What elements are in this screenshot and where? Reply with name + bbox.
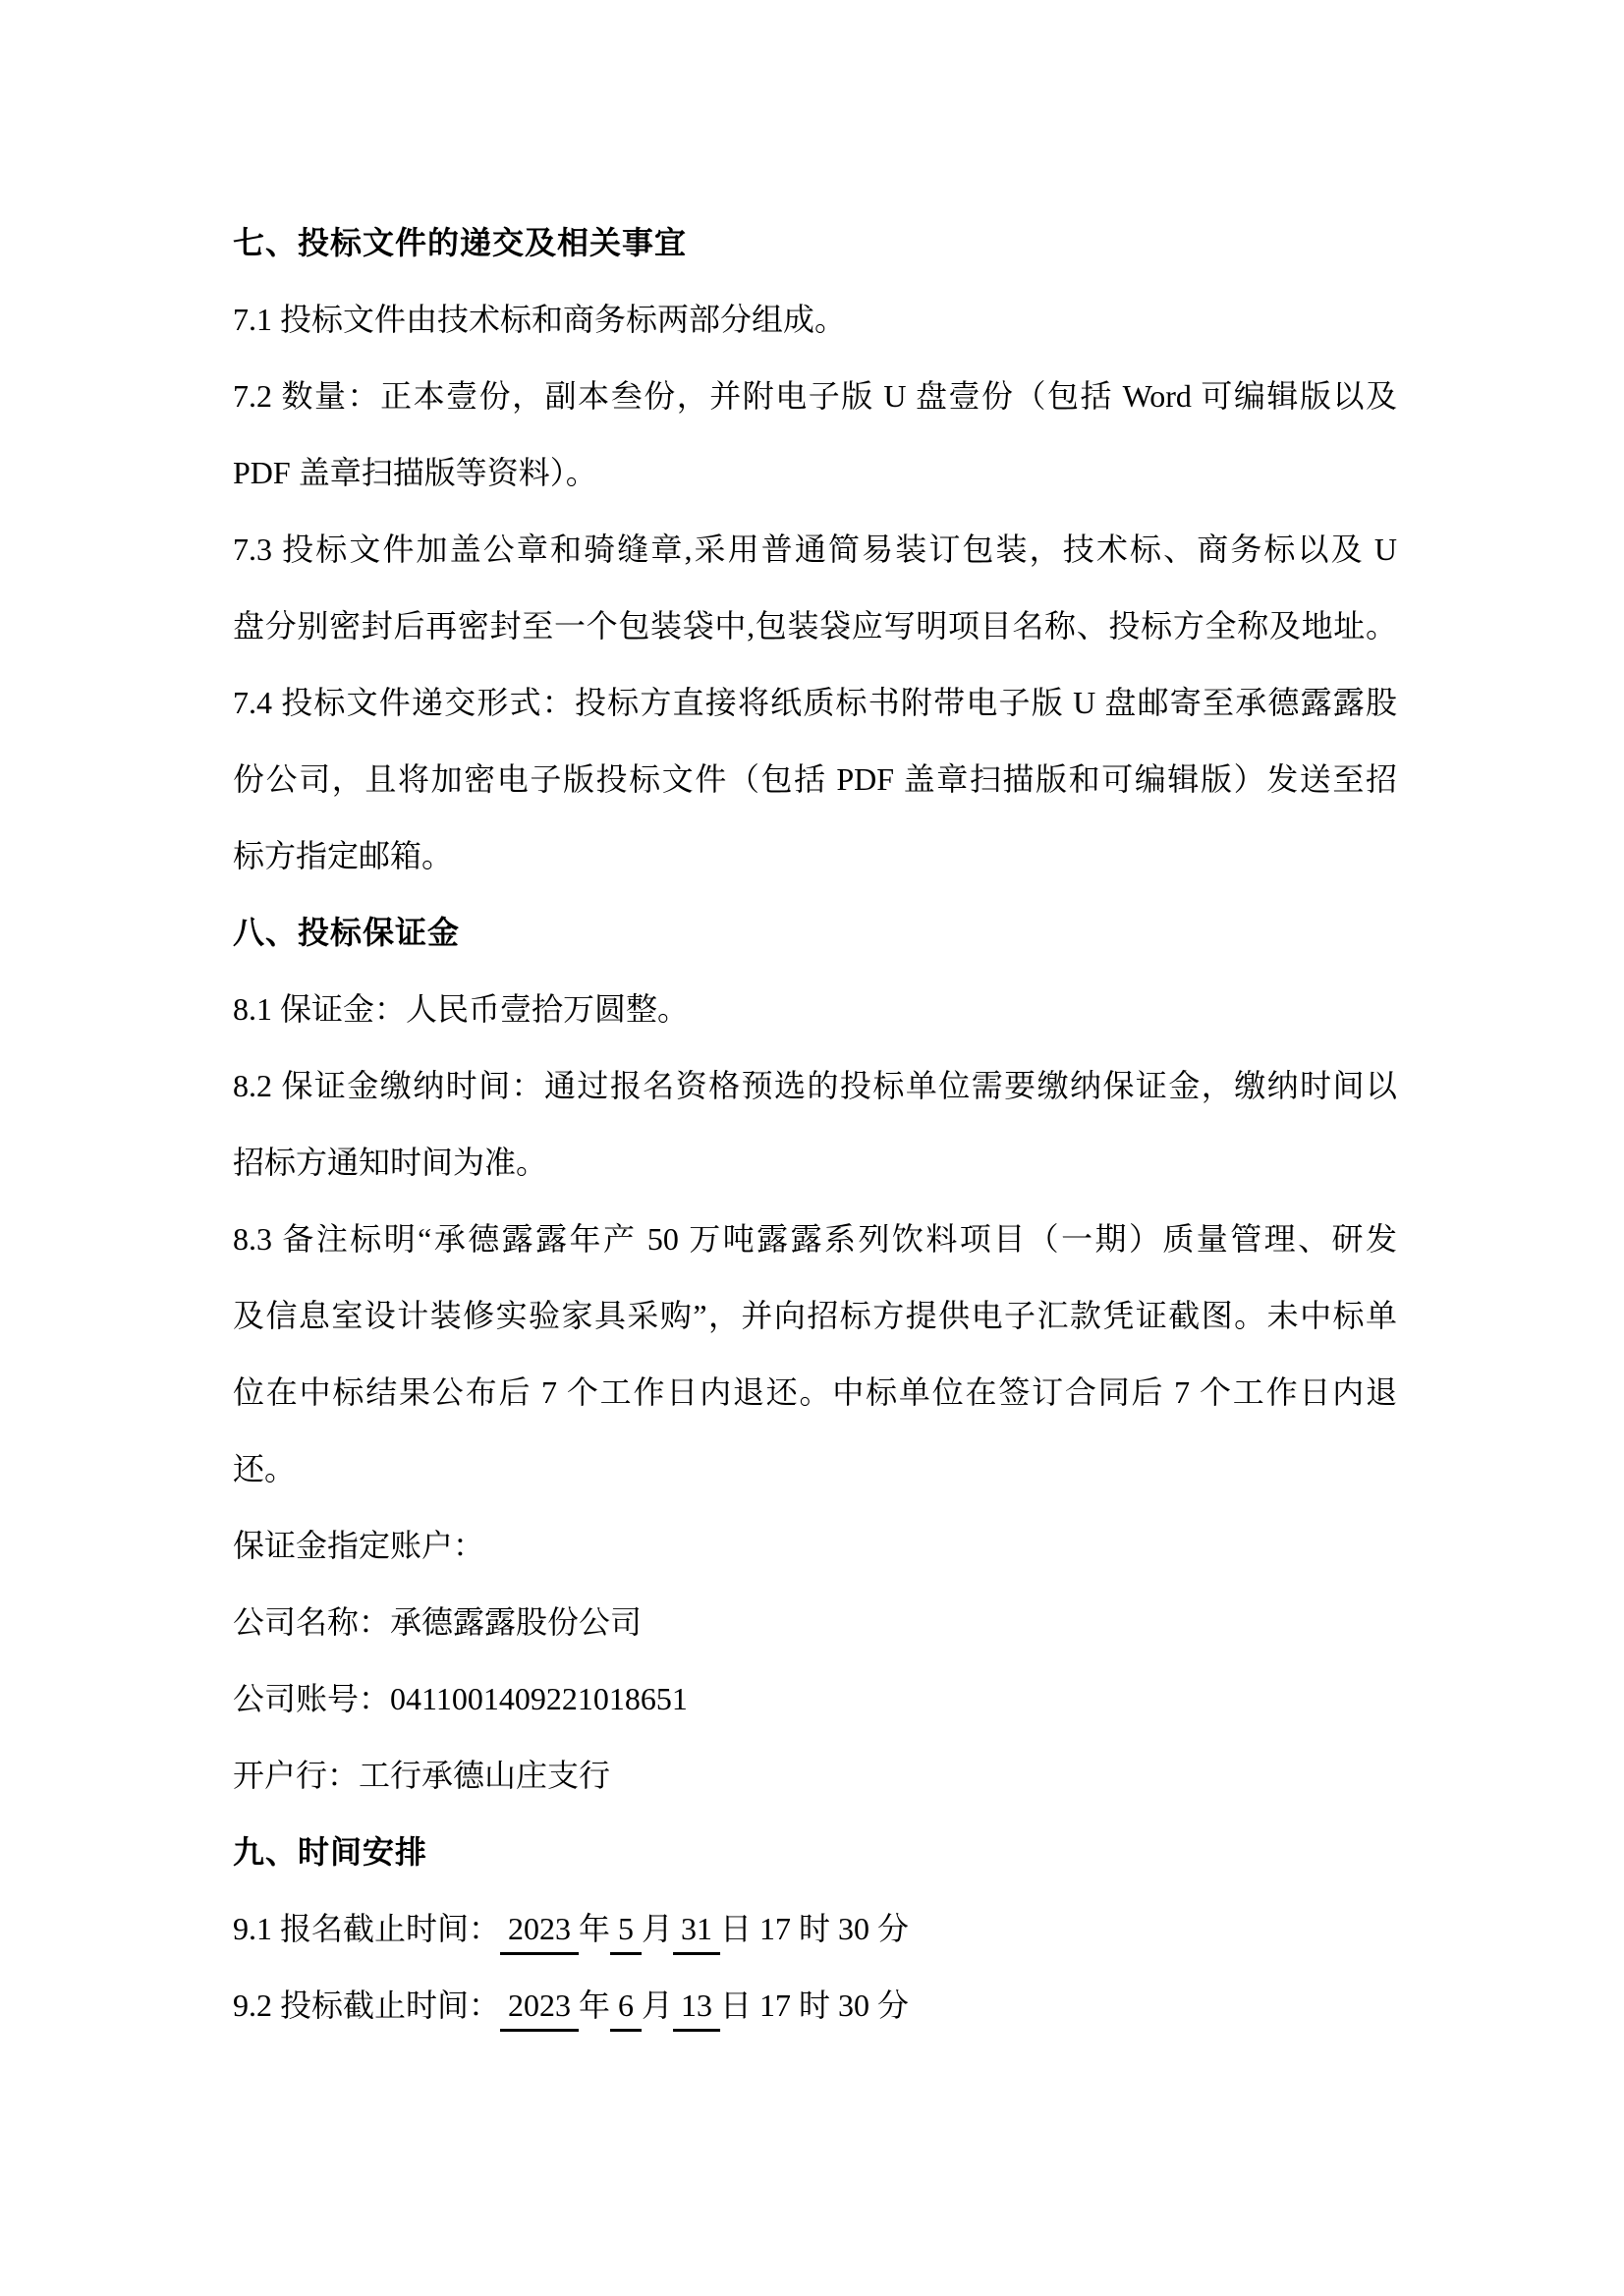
text-line (233, 1124, 1397, 1201)
text-segment: 月 (642, 1911, 674, 1946)
fill-in-blank-underline: 13 (673, 1988, 721, 2023)
text-line (233, 1967, 1397, 2044)
text-segment: 年 (579, 1911, 611, 1946)
text-line (233, 1430, 1397, 1507)
text-segment: 位在中标结果公布后 7 个工作日内退还。中标单位在签订合同后 7 个工作日内退 (233, 1374, 1397, 1410)
section-heading: 八、投标保证金 (233, 915, 461, 950)
text-line (233, 281, 1397, 358)
text-line (233, 588, 1397, 664)
text-segment: 招标方通知时间为准。 (233, 1145, 548, 1180)
text-line (233, 971, 1397, 1047)
text-line (233, 1047, 1397, 1124)
text-segment: 9.2 投标截止时间： (233, 1988, 501, 2023)
text-line (233, 511, 1397, 588)
text-segment: 日 17 时 30 分 (720, 1988, 910, 2023)
text-line (233, 1890, 1397, 1967)
text-line (233, 434, 1397, 511)
text-line (233, 1660, 1397, 1737)
text-segment: PDF 盖章扫描版等资料）。 (233, 455, 597, 490)
text-segment: 9.1 报名截止时间： (233, 1911, 501, 1946)
text-line (233, 1507, 1397, 1584)
text-segment: 及信息室设计装修实验家具采购”，并向招标方提供电子汇款凭证截图。未中标单 (233, 1298, 1397, 1333)
text-segment: 公司账号：0411001409221018651 (233, 1681, 688, 1716)
text-segment: 月 (642, 1988, 674, 2023)
text-line (233, 664, 1397, 741)
text-segment: 7.3 投标文件加盖公章和骑缝章,采用普通简易装订包装，技术标、商务标以及 U (233, 532, 1397, 567)
text-segment: 保证金指定账户： (233, 1528, 485, 1563)
fill-in-blank-underline: 6 (610, 1988, 643, 2023)
text-segment: 日 17 时 30 分 (720, 1911, 910, 1946)
text-line (233, 1201, 1397, 1277)
fill-in-blank-underline: 2023 (500, 1988, 580, 2023)
text-line (233, 817, 1397, 894)
text-segment: 8.3 备注标明“承德露露年产 50 万吨露露系列饮料项目（一期）质量管理、研发 (233, 1221, 1397, 1257)
text-segment: 8.2 保证金缴纳时间：通过报名资格预选的投标单位需要缴纳保证金，缴纳时间以 (233, 1068, 1397, 1103)
section-heading: 九、时间安排 (233, 1834, 428, 1870)
text-segment: 7.1 投标文件由技术标和商务标两部分组成。 (233, 302, 847, 337)
text-segment: 份公司，且将加密电子版投标文件（包括 PDF 盖章扫描版和可编辑版）发送至招 (233, 761, 1397, 797)
text-line (233, 741, 1397, 817)
text-segment: 标方指定邮箱。 (233, 838, 454, 873)
fill-in-blank-underline: 31 (673, 1911, 721, 1946)
fill-in-blank-underline: 5 (610, 1911, 643, 1946)
text-line (233, 358, 1397, 434)
text-segment: 开户行：工行承德山庄支行 (233, 1758, 611, 1793)
text-segment: 年 (579, 1988, 611, 2023)
text-line (233, 1354, 1397, 1430)
text-line (233, 1277, 1397, 1354)
text-segment: 7.4 投标文件递交形式：投标方直接将纸质标书附带电子版 U 盘邮寄至承德露露股 (233, 685, 1397, 720)
text-segment: 8.1 保证金：人民币壹拾万圆整。 (233, 991, 690, 1027)
fill-in-blank-underline: 2023 (500, 1911, 580, 1946)
text-segment: 盘分别密封后再密封至一个包装袋中,包装袋应写明项目名称、投标方全称及地址。 (233, 608, 1397, 644)
text-segment: 还。 (233, 1451, 297, 1486)
text-line (233, 1584, 1397, 1660)
section-heading: 七、投标文件的递交及相关事宜 (233, 225, 688, 260)
text-segment: 公司名称：承德露露股份公司 (233, 1604, 643, 1640)
text-segment: 7.2 数量：正本壹份，副本叁份，并附电子版 U 盘壹份（包括 Word 可编辑版以及 (233, 378, 1397, 414)
text-line (233, 1737, 1397, 1814)
